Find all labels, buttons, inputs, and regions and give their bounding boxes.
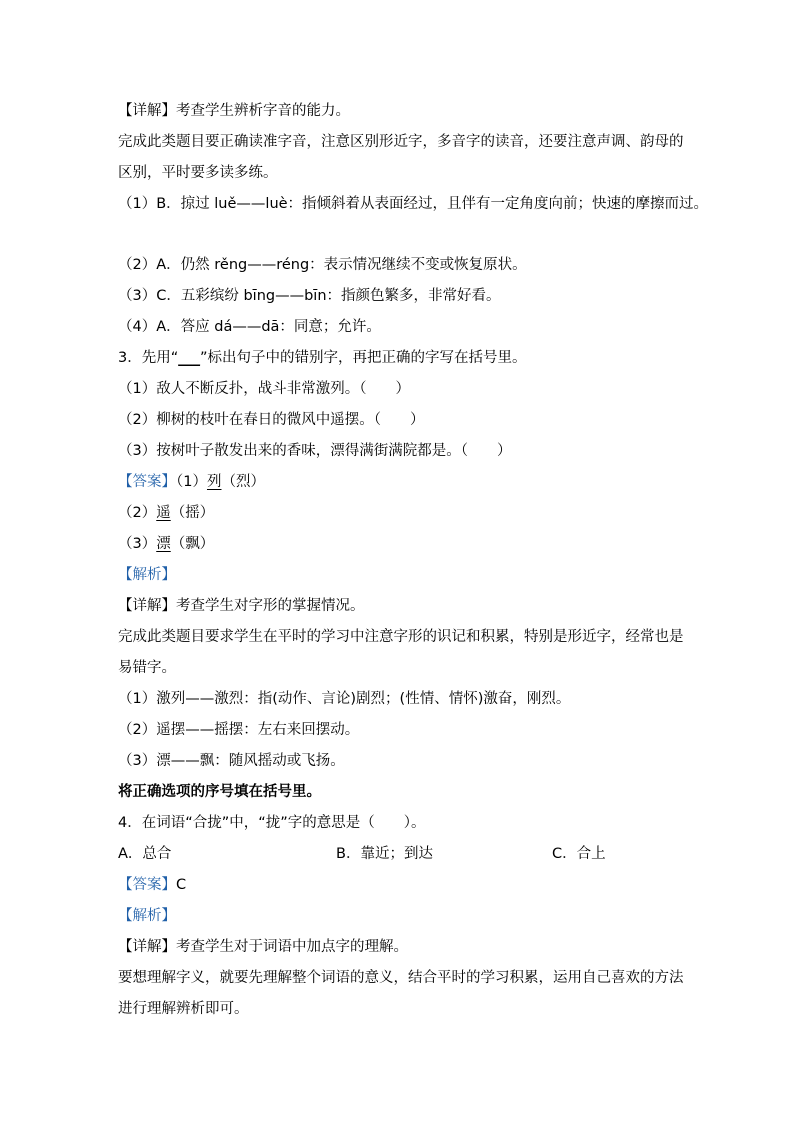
prompt-blank: ___ bbox=[178, 350, 200, 366]
detail-tag: 【详解】 bbox=[118, 598, 176, 614]
explanation-item: （2）遥摆——摇摆：左右来回摆动。 bbox=[118, 722, 360, 738]
wrong-char: 列 bbox=[206, 474, 222, 490]
explanation-item: （2）A．仍然 rěng——réng：表示情况继续不变或恢复原状。 bbox=[118, 257, 527, 273]
explanation-item: （3）C．五彩缤纷 bīng——bīn：指颜色繁多，非常好看。 bbox=[118, 288, 501, 304]
paragraph-line: 进行理解辨析即可。 bbox=[118, 1001, 249, 1017]
explanation-item: （3）漂——飘：随风摇动或飞扬。 bbox=[118, 753, 345, 769]
detail-line bbox=[118, 591, 698, 622]
paragraph-line: 区别，平时要多读多练。 bbox=[118, 165, 278, 181]
option-a: A．总合 bbox=[118, 846, 172, 862]
paragraph-line: 完成此类题目要求学生在平时的学习中注意字形的识记和积累，特别是形近字，经常也是 bbox=[118, 629, 684, 645]
detail-text: 考查学生对于词语中加点字的理解。 bbox=[176, 939, 408, 955]
section-heading: 将正确选项的序号填在括号里。 bbox=[118, 784, 321, 800]
analysis-tag: 【解析】 bbox=[118, 908, 176, 924]
question-sentence: （2）柳树的枝叶在春日的微风中遥摆。（ ） bbox=[118, 412, 425, 428]
option-c: C．合上 bbox=[552, 846, 606, 862]
explanation-item: （1）激列——激烈：指(动作、言论)剧烈；(性情、情怀)激奋，刚烈。 bbox=[118, 691, 571, 707]
answer-line bbox=[118, 498, 698, 529]
blank-gap bbox=[118, 220, 698, 250]
correct-char: （烈） bbox=[221, 474, 265, 490]
question-sentence: （1）敌人不断反扑，战斗非常激列。（ ） bbox=[118, 381, 410, 397]
answer-tag: 【答案】 bbox=[118, 474, 176, 490]
detail-text: 考查学生对字形的掌握情况。 bbox=[176, 598, 365, 614]
detail-line bbox=[118, 96, 698, 127]
wrong-char: 遥 bbox=[156, 505, 171, 521]
answer-value: C bbox=[176, 877, 187, 893]
detail-tag: 【详解】 bbox=[118, 939, 176, 955]
answer-num: （1） bbox=[176, 474, 207, 490]
detail-tag: 【详解】 bbox=[118, 103, 176, 119]
answer-line bbox=[118, 467, 698, 498]
answer-tag: 【答案】 bbox=[118, 877, 176, 893]
option-b: B．靠近；到达 bbox=[336, 846, 433, 862]
question-prompt: 4．在词语“合拢”中，“拢”字的意思是（ ）。 bbox=[118, 815, 426, 831]
answer-line bbox=[118, 529, 698, 560]
correct-char: （飘） bbox=[170, 536, 215, 552]
correct-char: （摇） bbox=[170, 505, 215, 521]
answer-num: （2） bbox=[118, 505, 157, 521]
answer-num: （3） bbox=[118, 536, 157, 552]
document-page bbox=[118, 96, 709, 1025]
paragraph-line: 易错字。 bbox=[118, 660, 176, 676]
question-prompt bbox=[118, 343, 698, 374]
options-row bbox=[118, 839, 698, 870]
prompt-prefix: 3．先用“ bbox=[118, 350, 179, 366]
answer-line bbox=[118, 870, 698, 901]
paragraph-line: 完成此类题目要正确读准字音，注意区别形近字，多音字的读音，还要注意声调、韵母的 bbox=[118, 134, 684, 150]
question-sentence: （3）按树叶子散发出来的香味，漂得满街满院都是。（ ） bbox=[118, 443, 512, 459]
analysis-tag: 【解析】 bbox=[118, 567, 176, 583]
detail-text: 考查学生辨析字音的能力。 bbox=[176, 103, 350, 119]
explanation-item: （1）B．掠过 luě——luè：指倾斜着从表面经过，且伴有一定角度向前；快速的摩擦而过。 bbox=[118, 196, 709, 212]
paragraph-line: 要想理解字义，就要先理解整个词语的意义，结合平时的学习积累，运用自己喜欢的方法 bbox=[118, 970, 684, 986]
prompt-suffix: ”标出句子中的错别字，再把正确的字写在括号里。 bbox=[200, 350, 527, 366]
wrong-char: 漂 bbox=[156, 536, 171, 552]
explanation-item: （4）A．答应 dá——dā：同意；允许。 bbox=[118, 319, 381, 335]
detail-line bbox=[118, 932, 698, 963]
